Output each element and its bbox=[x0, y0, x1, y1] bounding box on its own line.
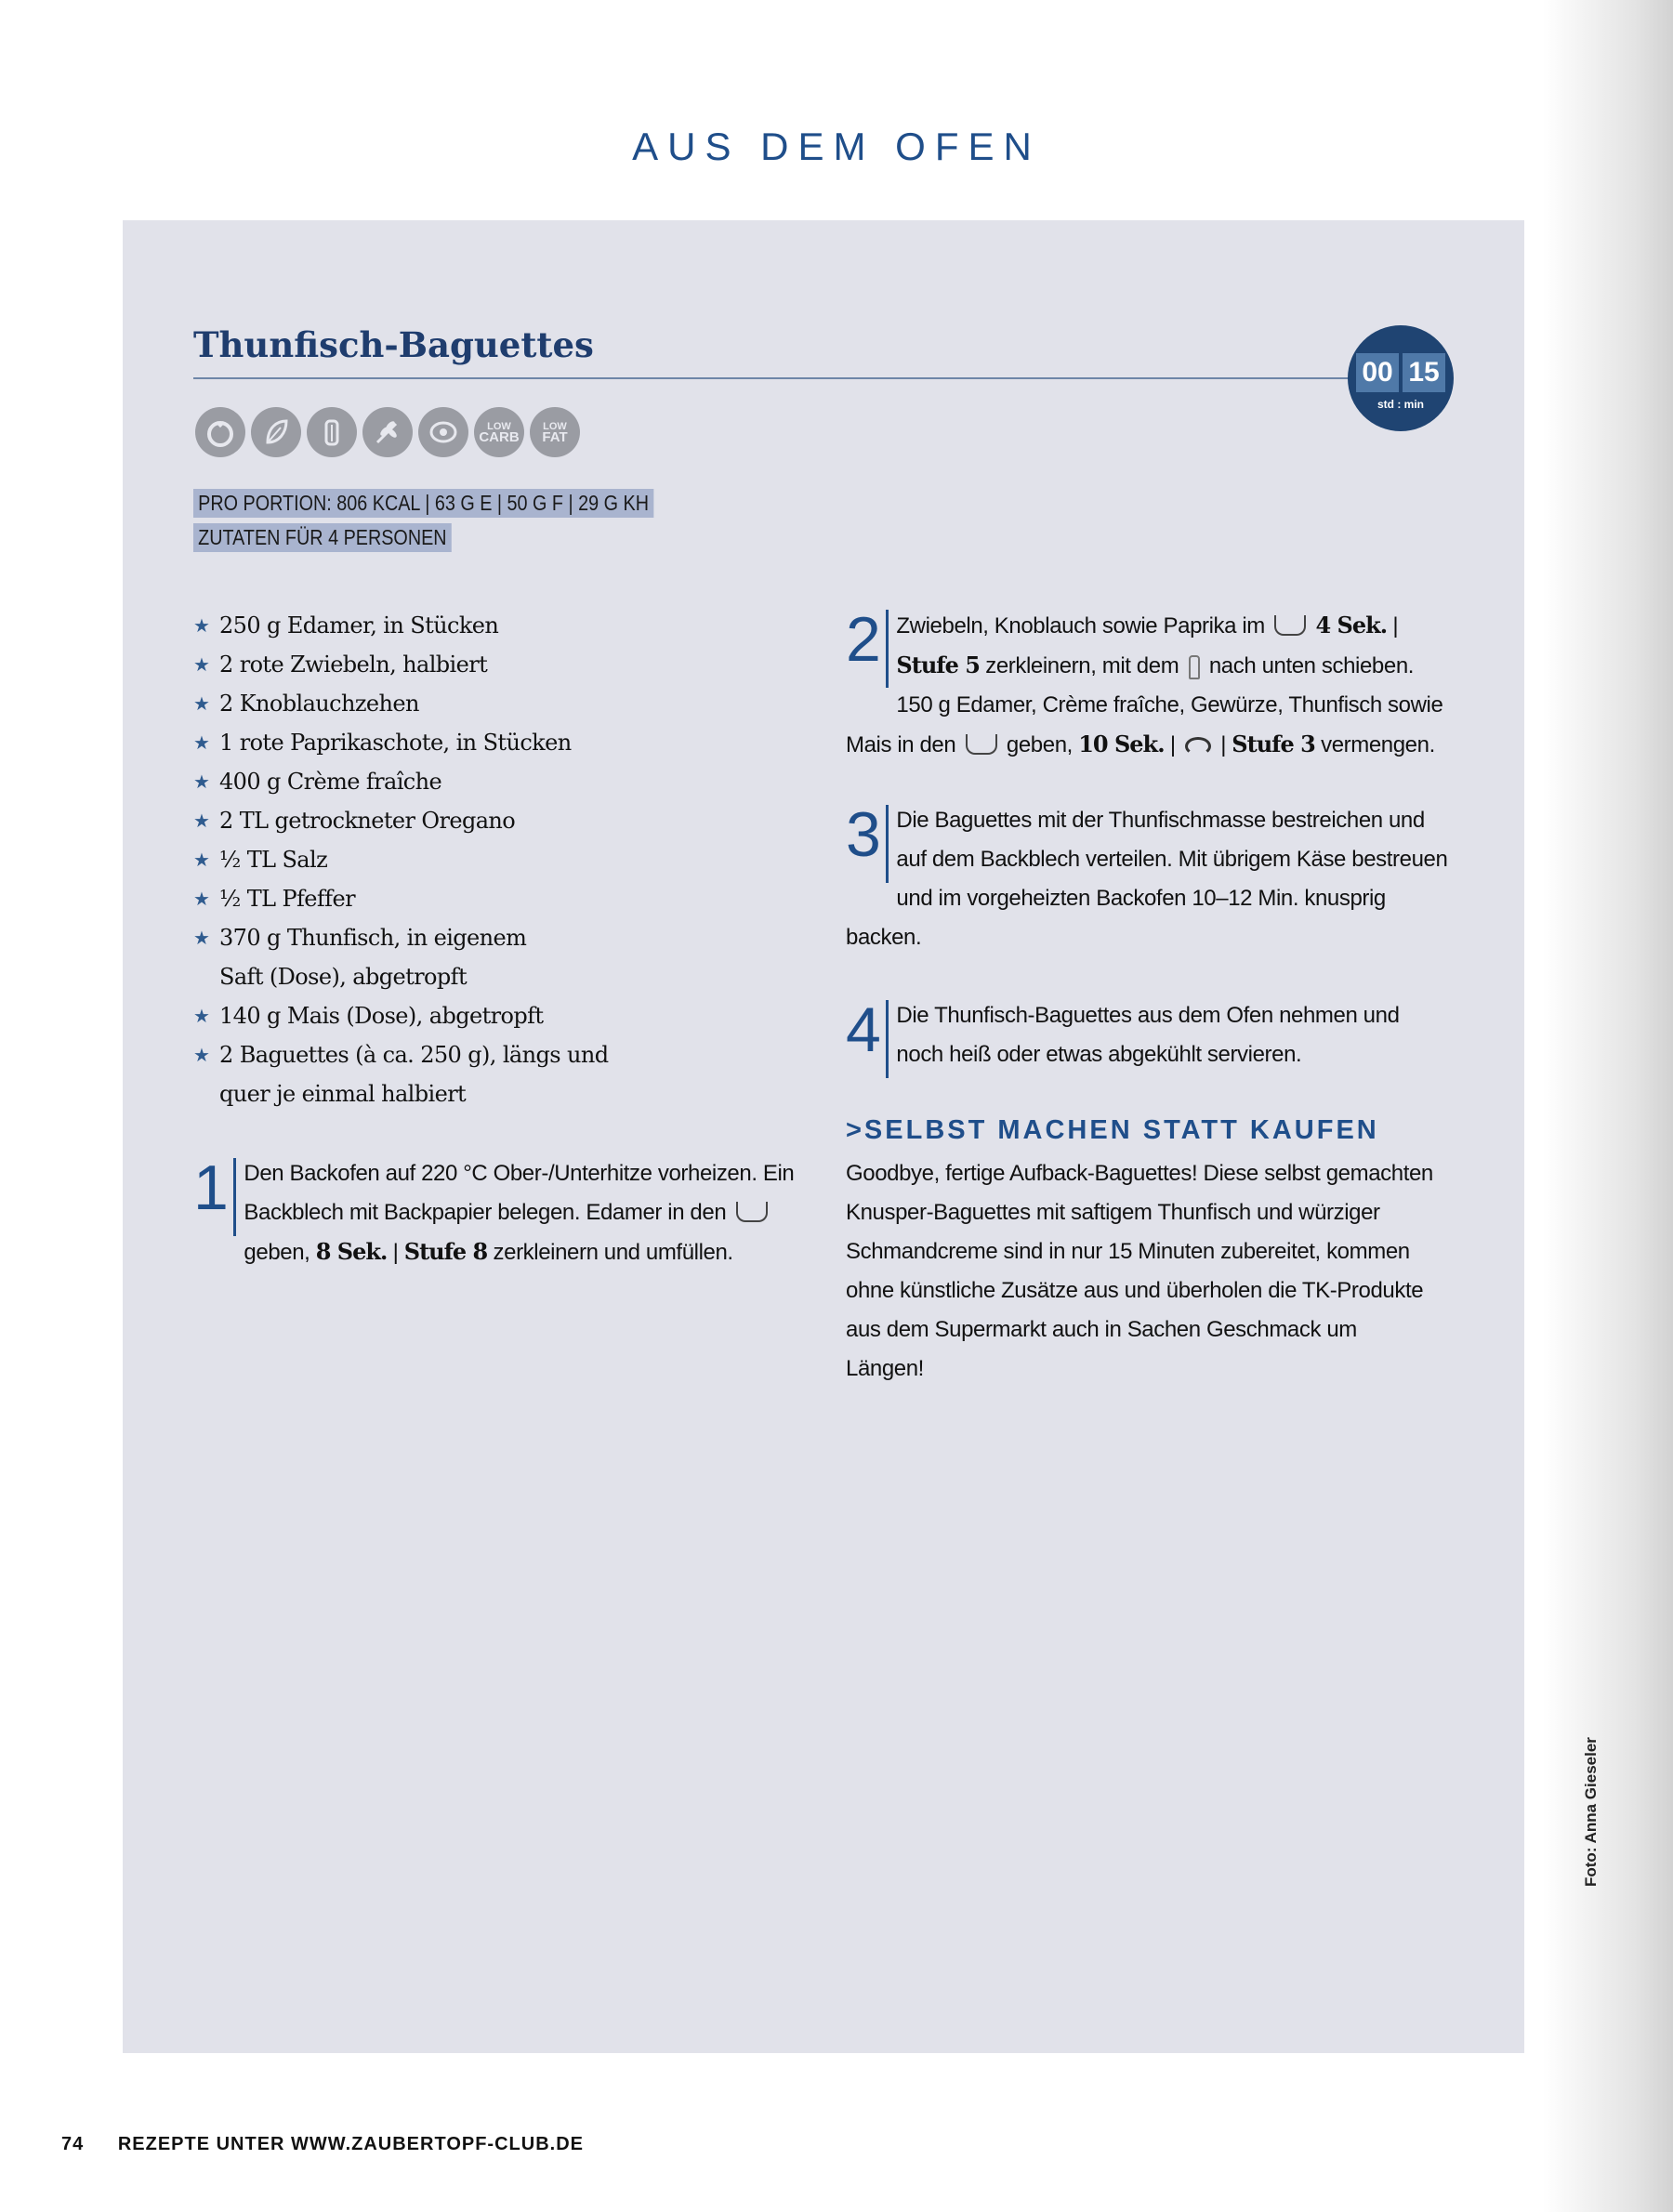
timer-unit: std : min bbox=[1377, 398, 1424, 411]
page-footer bbox=[61, 2134, 584, 2155]
star-icon: ★ bbox=[193, 810, 210, 832]
step-1: 1 Den Backofen auf 220 °C Ober-/Unterhitze vorheizen. Ein Backblech mit Backpapier belegen. Edamer in den geben, 8 Sek. | Stufe 8 zerkleinern und umfüllen. bbox=[193, 1152, 795, 1265]
egg-icon bbox=[418, 407, 468, 457]
mixing-bowl-icon bbox=[966, 734, 997, 755]
low-fat-top: LOW bbox=[543, 421, 567, 432]
grain-icon bbox=[307, 407, 357, 457]
ingredient-item: ★ ½ TL Pfeffer bbox=[193, 879, 788, 918]
step-number: 4 bbox=[846, 1000, 889, 1078]
low-fat-icon bbox=[530, 407, 580, 457]
diet-icons bbox=[195, 407, 580, 457]
ingredient-item: ★ 1 rote Paprikaschote, in Stücken bbox=[193, 723, 788, 762]
star-icon: ★ bbox=[193, 927, 210, 949]
star-icon: ★ bbox=[193, 849, 210, 871]
footer-text: REZEPTE UNTER WWW.ZAUBERTOPF-CLUB.DE bbox=[117, 2134, 584, 2154]
wheat-icon bbox=[362, 407, 413, 457]
step-speed: Stufe 5 bbox=[896, 652, 980, 678]
recipe-title: Thunfisch-Baguettes bbox=[193, 324, 594, 365]
step-speed: Stufe 8 bbox=[403, 1238, 488, 1265]
step-3: 3 Die Baguettes mit der Thunfischmasse bestreichen und auf dem Backblech verteilen. Mit übrigem Käse bestreuen und im vorgeheizten Backofen 10–12 Min. knusprig backen. bbox=[846, 799, 1448, 950]
mixing-bowl-icon bbox=[1274, 615, 1306, 636]
photo-credit: Foto: Anna Gieseler bbox=[1582, 1737, 1600, 1887]
low-fat-bottom: FAT bbox=[542, 429, 568, 445]
ingredient-item: ★ 2 Baguettes (à ca. 250 g), längs und quer je einmal halbiert bbox=[193, 1035, 788, 1113]
step-number: 3 bbox=[846, 805, 889, 883]
star-icon: ★ bbox=[193, 1044, 210, 1066]
servings-info: ZUTATEN FÜR 4 PERSONEN bbox=[193, 523, 452, 552]
nutrition-info: PRO PORTION: 806 KCAL | 63 G E | 50 G F | 29 G KH bbox=[193, 489, 653, 518]
step-number: 2 bbox=[846, 610, 889, 688]
ingredient-item: ★ 400 g Crème fraîche bbox=[193, 762, 788, 801]
star-icon: ★ bbox=[193, 731, 210, 754]
low-carb-top: LOW bbox=[487, 421, 511, 432]
ingredient-item: ★ 2 Knoblauchzehen bbox=[193, 684, 788, 723]
low-carb-icon bbox=[474, 407, 524, 457]
step-4: 4 Die Thunfisch-Baguettes aus dem Ofen nehmen und noch heiß oder etwas abgekühlt servieren. bbox=[846, 996, 1450, 1078]
reverse-rotation-icon bbox=[1185, 737, 1211, 756]
timer-minutes: 15 bbox=[1403, 353, 1445, 392]
star-icon: ★ bbox=[193, 1005, 210, 1027]
ingredient-item: ★ 2 rote Zwiebeln, halbiert bbox=[193, 645, 788, 684]
step-time: 8 Sek. bbox=[315, 1238, 388, 1265]
ingredient-item: ★ 2 TL getrockneter Oregano bbox=[193, 801, 788, 840]
mixing-bowl-icon bbox=[736, 1202, 768, 1222]
ingredient-item: ★ ½ TL Salz bbox=[193, 840, 788, 879]
tip-heading: >SELBST MACHEN STATT KAUFEN bbox=[846, 1115, 1379, 1145]
timer-hours: 00 bbox=[1356, 353, 1399, 392]
title-rule bbox=[193, 377, 1355, 379]
leaf-icon bbox=[251, 407, 301, 457]
page-spine-shadow bbox=[1543, 0, 1673, 2212]
nutrition-block bbox=[193, 489, 729, 558]
step-number: 1 bbox=[193, 1158, 236, 1236]
star-icon: ★ bbox=[193, 770, 210, 793]
ingredient-item: ★ 370 g Thunfisch, in eigenem Saft (Dose), abgetropft bbox=[193, 918, 788, 996]
step-time: 10 Sek. bbox=[1078, 731, 1165, 757]
ingredient-item: ★ 140 g Mais (Dose), abgetropft bbox=[193, 996, 788, 1035]
ingredient-list bbox=[193, 606, 788, 1113]
ingredient-item: ★ 250 g Edamer, in Stücken bbox=[193, 606, 788, 645]
spatula-icon bbox=[1189, 655, 1200, 679]
star-icon: ★ bbox=[193, 888, 210, 910]
tomato-icon bbox=[195, 407, 245, 457]
low-carb-bottom: CARB bbox=[479, 429, 520, 445]
tip-text: Goodbye, fertige Aufback-Baguettes! Diese selbst gemachten Knusper-Baguettes mit saftigem Thunfisch und würziger Schmandcreme sind in nur 15 Minuten zubereitet, kommen ohne künstliche Zusätze aus und überholen die TK-Produkte aus dem Supermarkt auch in Sachen Geschmack um Längen! bbox=[846, 1161, 1433, 1381]
star-icon: ★ bbox=[193, 614, 210, 637]
section-title: AUS DEM OFEN bbox=[632, 125, 1041, 168]
step-time: 4 Sek. bbox=[1315, 612, 1388, 639]
page-number: 74 bbox=[61, 2134, 85, 2154]
timer-badge bbox=[1348, 325, 1454, 431]
step-speed: Stufe 3 bbox=[1232, 731, 1315, 757]
star-icon: ★ bbox=[193, 653, 210, 676]
star-icon: ★ bbox=[193, 692, 210, 715]
step-2: 2 Zwiebeln, Knoblauch sowie Paprika im 4 Sek. | Stufe 5 zerkleinern, mit dem nach unten schieben. 150 g Edamer, Crème fraîche, Gewürze, Thunfisch sowie Mais in den geben, 10 Sek. | | Stufe 3 vermengen. bbox=[846, 604, 1443, 757]
